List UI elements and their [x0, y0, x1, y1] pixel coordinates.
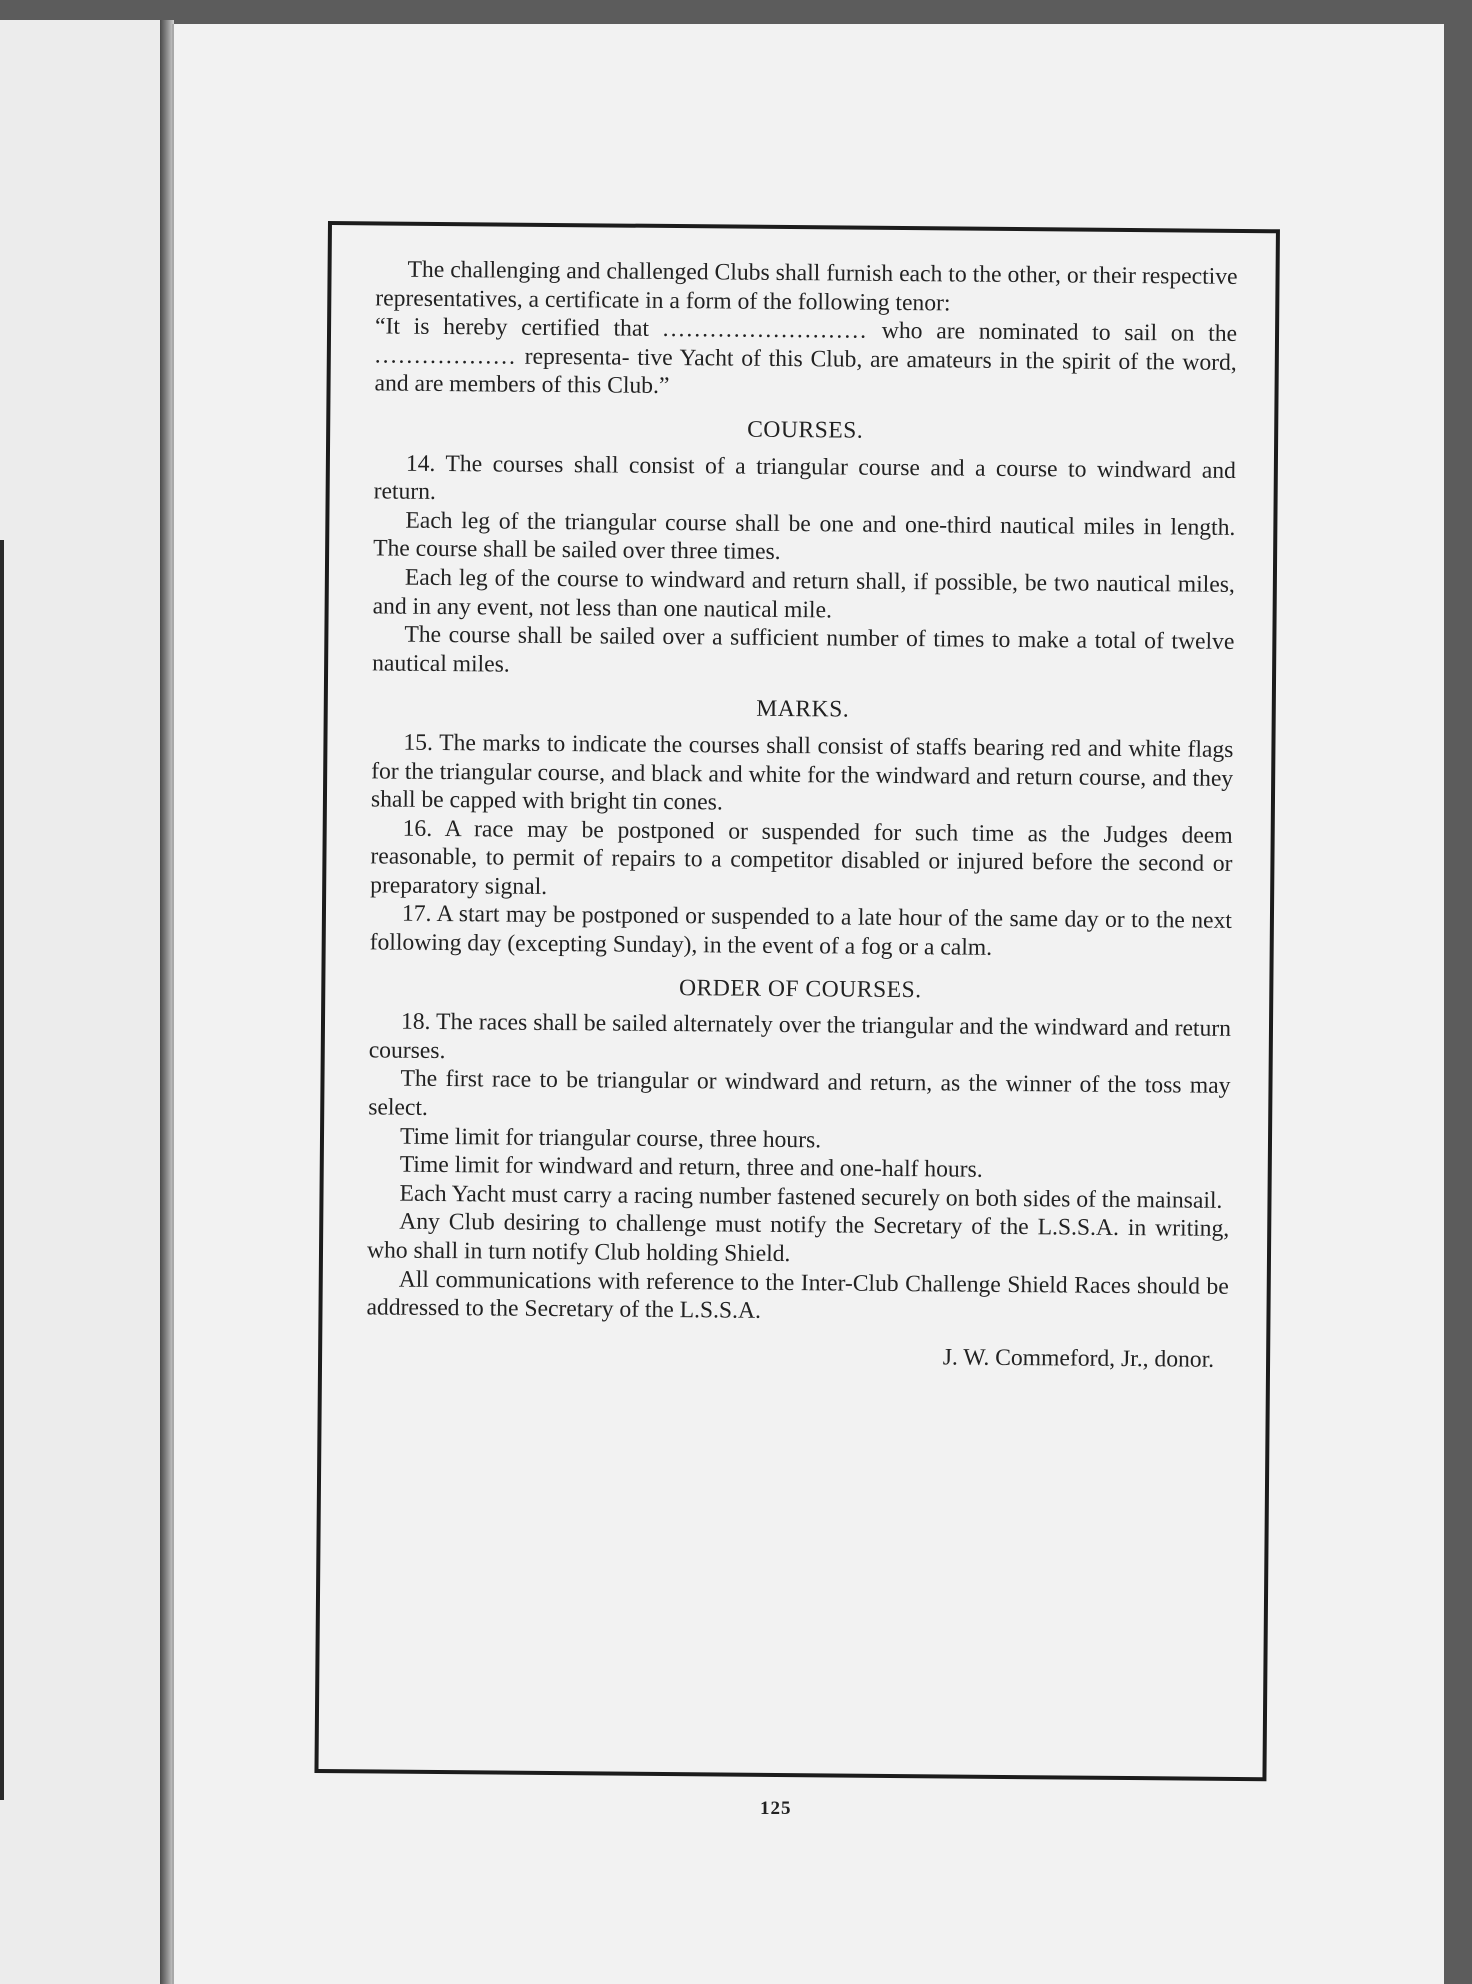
order-paragraph: Each Yacht must carry a racing number fastened securely on both sides of the mainsail. [399, 1180, 1223, 1214]
certificate-line1-start: “It is hereby certified that [374, 313, 650, 342]
courses-paragraph: 14. The courses shall consist of a triangular course and a course to windward and return. [373, 450, 1236, 506]
certificate-line3: tive Yacht of this Club, are amateurs in the spirit of the word, and are members of this Club.” [374, 344, 1237, 400]
order-paragraph: 18. The races shall be sailed alternately over the triangular and the windward and return courses. [368, 1008, 1232, 1064]
order-paragraph: Time limit for windward and return, three and one-half hours. [399, 1151, 983, 1183]
bordered-text-frame [314, 221, 1280, 1781]
blank-name-dots: .......................... [662, 316, 869, 344]
certificate-line1-end: who [881, 318, 923, 345]
donor-signature-line: J. W. Commeford, Jr., donor. [942, 1344, 1215, 1373]
marks-paragraph: 16. A race may be postponed or suspended for such time as the Judges deem reasonable, to permit of repairs to a competitor disabled or injured before the second or preparatory signal. [370, 815, 1233, 900]
left-page [0, 20, 163, 1984]
order-paragraph: Any Club desiring to challenge must notify the Secretary of the L.S.S.A. in writing, who shall in turn notify Club holding Shield. [366, 1209, 1230, 1268]
certificate-text [374, 313, 1237, 406]
courses-paragraph: Each leg of the course to windward and return shall, if possible, be two nautical miles, and in any event, not less than one nautical mile. [372, 564, 1235, 623]
order-paragraph: The first race to be triangular or windward and return, as the winner of the toss may select. [368, 1066, 1231, 1121]
certificate-line2-end: representa- [524, 343, 630, 371]
order-of-courses-heading: ORDER OF COURSES. [678, 974, 922, 1003]
blank-yacht-dots: .................. [374, 342, 518, 370]
order-paragraph: Time limit for triangular course, three hours. [399, 1123, 822, 1153]
page-number: 125 [760, 1798, 792, 1819]
intro-paragraph: The challenging and challenged Clubs shall furnish each to the other, or their respective representatives, a certificate in a form of the following tenor: [375, 256, 1238, 317]
frame-text [363, 255, 1238, 1766]
marks-heading: MARKS. [756, 696, 850, 723]
courses-paragraph: Each leg of the triangular course shall be one and one-third nautical miles in length. The course shall be sailed over three times. [373, 507, 1236, 566]
marks-paragraph: 17. A start may be postponed or suspended to a late hour of the same day or to the next following day (excepting Sunday), in the event of a fog or a calm. [369, 901, 1233, 961]
left-page-edge [0, 540, 4, 1800]
certificate-line2-start: are nominated to sail on the [936, 318, 1238, 348]
courses-paragraph: The course shall be sailed over a sufficient number of times to make a total of twelve nautical miles. [372, 621, 1235, 678]
marks-paragraph: 15. The marks to indicate the courses shall consist of staffs bearing red and white flags for the triangular course, and black and white for the windward and return course, and they shall be capped with bright tin cones. [370, 729, 1234, 816]
courses-heading: COURSES. [747, 416, 864, 444]
order-paragraph: All communications with reference to the Inter-Club Challenge Shield Races should be addressed to the Secretary of the L.S.S.A. [366, 1266, 1229, 1325]
